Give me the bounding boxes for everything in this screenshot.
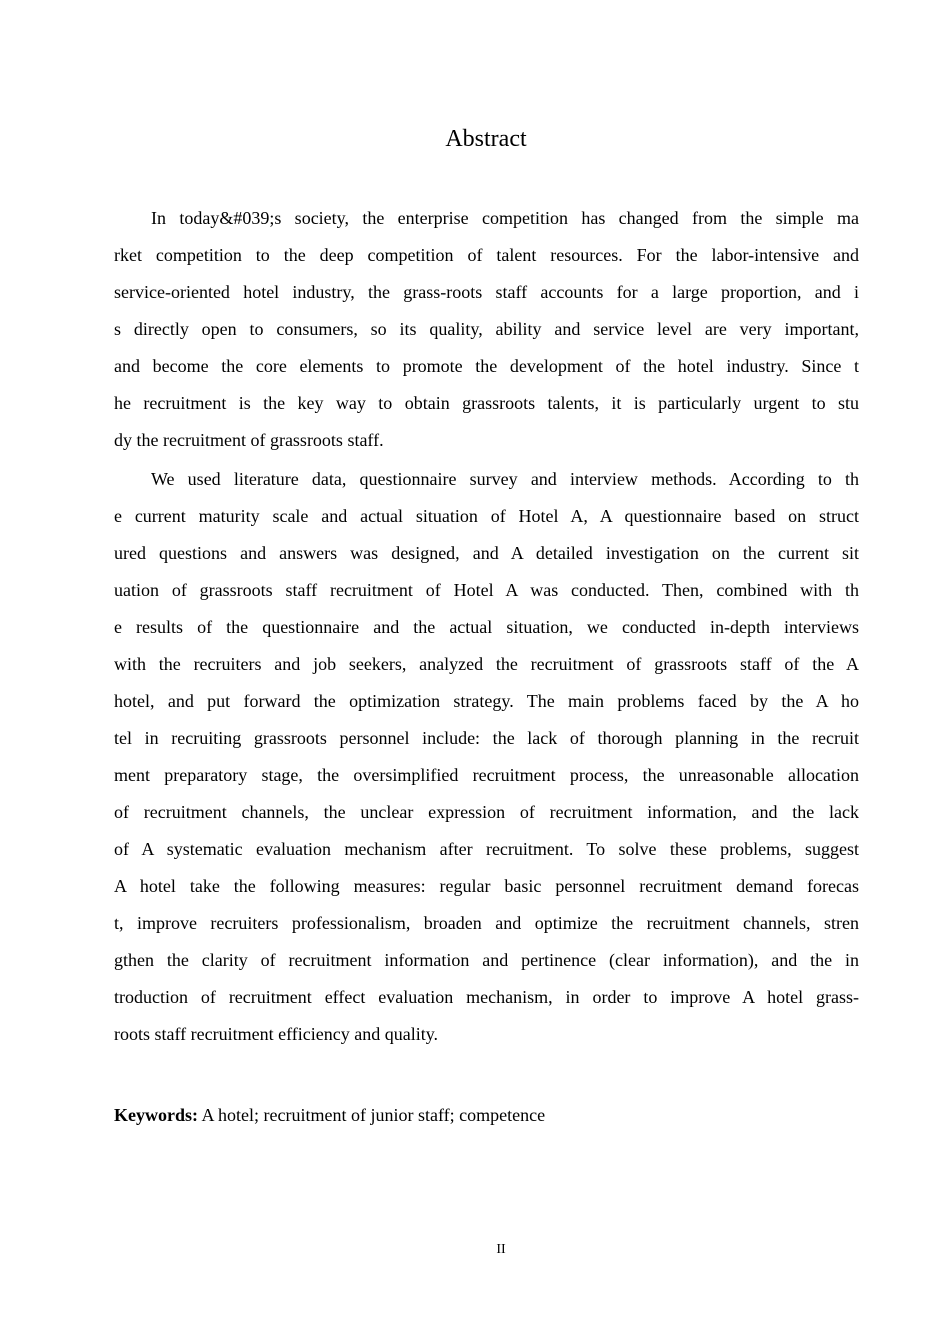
paragraph-line: ment preparatory stage, the oversimplified recruitment process, the unreasonable allocation — [114, 765, 859, 785]
paragraph-line: e current maturity scale and actual situation of Hotel A, A questionnaire based on struct — [114, 506, 859, 526]
paragraph-line: service-oriented hotel industry, the grass-roots staff accounts for a large proportion, and i — [114, 282, 859, 302]
paragraph-line: tel in recruiting grassroots personnel include: the lack of thorough planning in the recruit — [114, 728, 859, 748]
paragraph-line: e results of the questionnaire and the actual situation, we conducted in-depth interviews — [114, 617, 859, 637]
paragraph-line: of A systematic evaluation mechanism after recruitment. To solve these problems, suggest — [114, 839, 859, 859]
abstract-title: Abstract — [445, 126, 527, 152]
page-number: II — [496, 1242, 506, 1257]
paragraph-line: ured questions and answers was designed, and A detailed investigation on the current sit — [114, 543, 859, 563]
paragraph-line: s directly open to consumers, so its quality, ability and service level are very important, — [114, 319, 859, 339]
paragraph-line: roots staff recruitment efficiency and quality. — [114, 1024, 439, 1044]
keywords-value: A hotel; recruitment of junior staff; competence — [198, 1105, 546, 1125]
paragraph-line: In today&#039;s society, the enterprise competition has changed from the simple ma — [151, 208, 859, 228]
paragraph-line: and become the core elements to promote the development of the hotel industry. Since t — [114, 356, 859, 376]
paragraph-line: of recruitment channels, the unclear expression of recruitment information, and the lack — [114, 802, 859, 822]
keywords-label: Keywords: — [114, 1105, 198, 1125]
paragraph-line: A hotel take the following measures: regular basic personnel recruitment demand forecas — [114, 876, 859, 896]
abstract-paragraph-2 — [114, 461, 859, 1053]
paragraph-line: hotel, and put forward the optimization strategy. The main problems faced by the A ho — [114, 691, 859, 711]
paragraph-line: with the recruiters and job seekers, analyzed the recruitment of grassroots staff of the A — [114, 654, 859, 674]
paragraph-line: uation of grassroots staff recruitment of Hotel A was conducted. Then, combined with th — [114, 580, 859, 600]
paragraph-line: t, improve recruiters professionalism, broaden and optimize the recruitment channels, stren — [114, 913, 859, 933]
paragraph-line: troduction of recruitment effect evaluation mechanism, in order to improve A hotel grass- — [114, 987, 859, 1007]
paragraph-line: We used literature data, questionnaire survey and interview methods. According to th — [151, 469, 859, 489]
paragraph-line: he recruitment is the key way to obtain grassroots talents, it is particularly urgent to stu — [114, 393, 859, 413]
paragraph-line: gthen the clarity of recruitment information and pertinence (clear information), and the in — [114, 950, 859, 970]
paragraph-line: rket competition to the deep competition of talent resources. For the labor-intensive and — [114, 245, 859, 265]
keywords-line — [114, 1101, 545, 1129]
abstract-paragraph-1 — [114, 200, 859, 459]
paragraph-line: dy the recruitment of grassroots staff. — [114, 430, 384, 450]
